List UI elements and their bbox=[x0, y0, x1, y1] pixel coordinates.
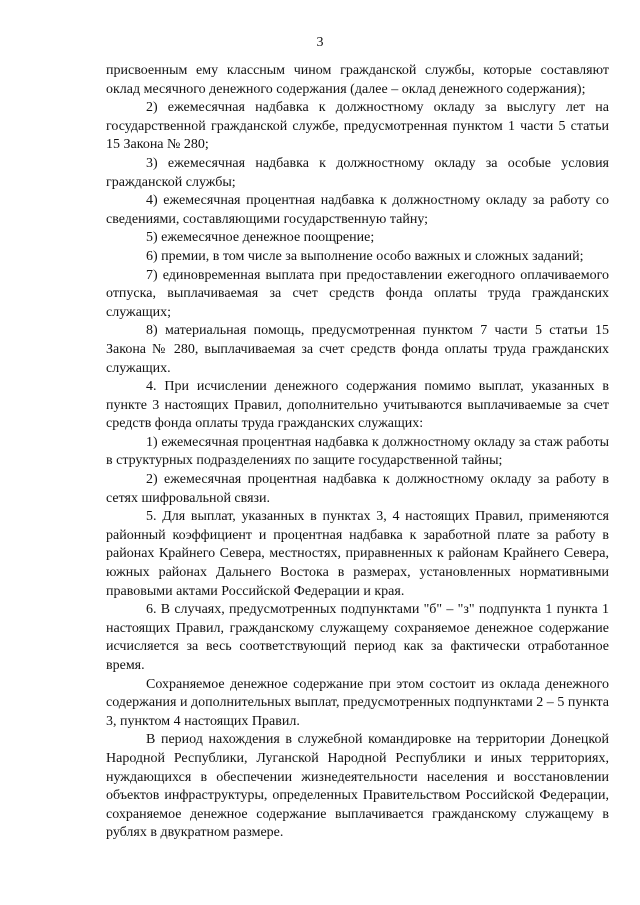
paragraph: 4. При исчислении денежного содержания помимо выплат, указанных в пункте 3 настоящих Правил, дополнительно учитываются выплачиваемые за счет средств фонда оплаты труда гражданских служащих: bbox=[106, 379, 609, 432]
paragraph: присвоенным ему классным чином гражданской службы, которые составляют оклад месячного денежного содержания (далее – оклад денежного содержания); bbox=[106, 63, 609, 97]
paragraph: 5) ежемесячное денежное поощрение; bbox=[146, 230, 375, 246]
paragraph: Сохраняемое денежное содержание при этом состоит из оклада денежного содержания и дополнительных выплат, предусмотренных подпунктами 2 – 5 пункта 3, пунктом 4 настоящих Правил. bbox=[106, 676, 609, 729]
paragraph: 6) премии, в том числе за выполнение особо важных и сложных заданий; bbox=[146, 248, 584, 264]
paragraph: 7) единовременная выплата при предоставлении ежегодного оплачиваемого отпуска, выплачиваемая за счет средств фонда оплаты труда гражданских служащих; bbox=[106, 267, 609, 320]
paragraph: 5. Для выплат, указанных в пунктах 3, 4 настоящих Правил, применяются районный коэффициент и процентная надбавка к заработной плате за работу в районах Крайнего Севера, местностях, приравненных к районам Крайнего Севера, южных районах Дальнего Востока в размерах, установленных нормативными правовыми актами Российской Федерации и края. bbox=[106, 509, 609, 599]
paragraph: 8) материальная помощь, предусмотренная пунктом 7 части 5 статьи 15 Закона № 280, выплачиваемая за счет средств фонда оплаты труда гражданских служащих. bbox=[106, 323, 609, 376]
paragraph: 6. В случаях, предусмотренных подпунктами "б" – "з" подпункта 1 пункта 1 настоящих Правил, гражданскому служащему сохраняемое денежное содержание исчисляется за весь соответствующий период как за фактически отработанное время. bbox=[106, 602, 609, 673]
paragraph: 3) ежемесячная надбавка к должностному окладу за особые условия гражданской службы; bbox=[106, 155, 609, 190]
document-body bbox=[106, 62, 609, 843]
paragraph: 1) ежемесячная процентная надбавка к должностному окладу за стаж работы в структурных подразделениях по защите государственной тайны; bbox=[106, 434, 609, 469]
page-number: 3 bbox=[316, 35, 324, 50]
paragraph: 2) ежемесячная надбавка к должностному окладу за выслугу лет на государственной гражданской службе, предусмотренная пунктом 1 части 5 статьи 15 Закона № 280; bbox=[106, 100, 609, 153]
paragraph: 2) ежемесячная процентная надбавка к должностному окладу за работу в сетях шифровальной связи. bbox=[106, 472, 609, 506]
paragraph: В период нахождения в служебной командировке на территории Донецкой Народной Республики, Луганской Народной Республики и иных территориях, нуждающихся в обеспечении жизнедеятельности населения и восстановлении объектов инфраструктуры, определенных Правительством Российской Федерации, сохраняемое денежное содержание выплачивается гражданскому служащему в рублях в двукратном размере. bbox=[106, 732, 609, 841]
paragraph: 4) ежемесячная процентная надбавка к должностному окладу за работу со сведениями, составляющими государственную тайну; bbox=[106, 193, 609, 227]
